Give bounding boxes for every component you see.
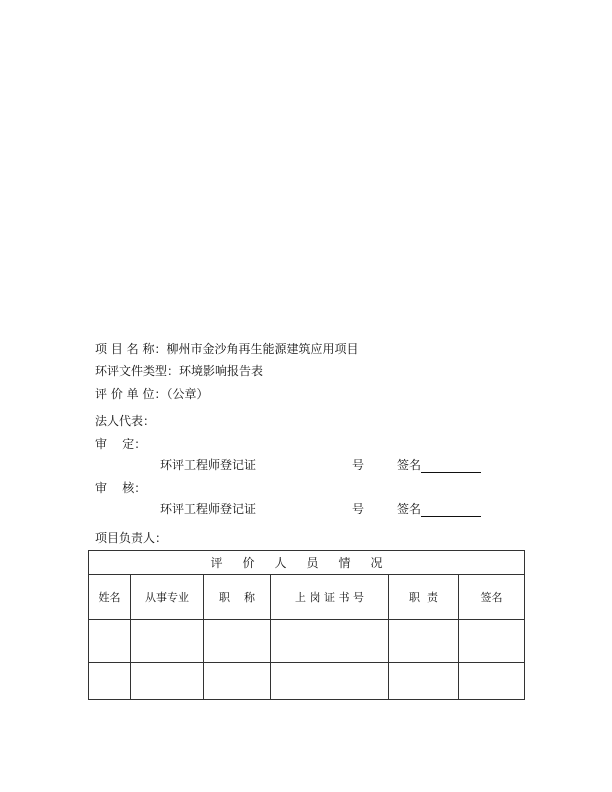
- project-leader-line: [95, 530, 167, 546]
- table-cell[interactable]: [131, 620, 204, 663]
- report-type-label: 环评文件类型：: [95, 364, 180, 378]
- table-cell[interactable]: [204, 620, 271, 663]
- legal-rep-line: [95, 413, 155, 429]
- report-type-line: [95, 363, 263, 379]
- project-name-line: [95, 341, 358, 357]
- project-name-value: 柳州市金沙角再生能源建筑应用项目: [166, 342, 359, 356]
- approve-line: [95, 436, 146, 452]
- review-line: [95, 480, 146, 496]
- table-cell[interactable]: [389, 620, 459, 663]
- table-cell[interactable]: [389, 663, 459, 700]
- assessment-unit-line: [95, 386, 208, 402]
- header-specialty: 从事专业: [131, 575, 204, 620]
- assessment-unit-label: 评 价 单 位：: [95, 387, 167, 401]
- header-duty: 职 责: [389, 575, 459, 620]
- approve-label: 审 定：: [95, 437, 147, 451]
- approve-sign-line: [421, 460, 481, 473]
- project-leader-label: 项目负责人：: [95, 531, 168, 545]
- header-title: 职 称: [204, 575, 271, 620]
- table-cell[interactable]: [131, 663, 204, 700]
- review-sign-field: [397, 501, 481, 517]
- header-signature: 签名: [459, 575, 525, 620]
- table-cell[interactable]: [89, 663, 131, 700]
- table-title: 评价人员情况: [89, 551, 525, 575]
- table-row: [89, 620, 525, 663]
- table-cell[interactable]: [89, 620, 131, 663]
- review-label: 审 核：: [95, 481, 147, 495]
- table-cell[interactable]: [204, 663, 271, 700]
- report-type-value: 环境影响报告表: [179, 364, 264, 378]
- review-sign-line: [421, 504, 481, 517]
- table-cell[interactable]: [459, 620, 525, 663]
- review-cert-text: 环评工程师登记证: [160, 502, 257, 516]
- approve-sign-label: 签名: [397, 458, 422, 472]
- table-cell[interactable]: [459, 663, 525, 700]
- table-row: [89, 663, 525, 700]
- table-header-row: [89, 575, 525, 620]
- header-name: 姓名: [89, 575, 131, 620]
- assessment-staff-table: [88, 550, 525, 700]
- legal-rep-label: 法人代表：: [95, 414, 156, 428]
- approve-cert-number-label: 号: [352, 458, 365, 472]
- approve-sign-field: [397, 457, 481, 473]
- assessment-unit-value: （公章）: [166, 387, 209, 401]
- approve-cert-text: 环评工程师登记证: [160, 458, 257, 472]
- table-cell[interactable]: [271, 620, 389, 663]
- project-name-label: 项 目 名 称：: [95, 342, 167, 356]
- header-cert-number: 上 岗 证 书 号: [271, 575, 389, 620]
- review-sign-label: 签名: [397, 502, 422, 516]
- review-cert-number-label: 号: [352, 502, 365, 516]
- table-title-row: [89, 551, 525, 575]
- table-cell[interactable]: [271, 663, 389, 700]
